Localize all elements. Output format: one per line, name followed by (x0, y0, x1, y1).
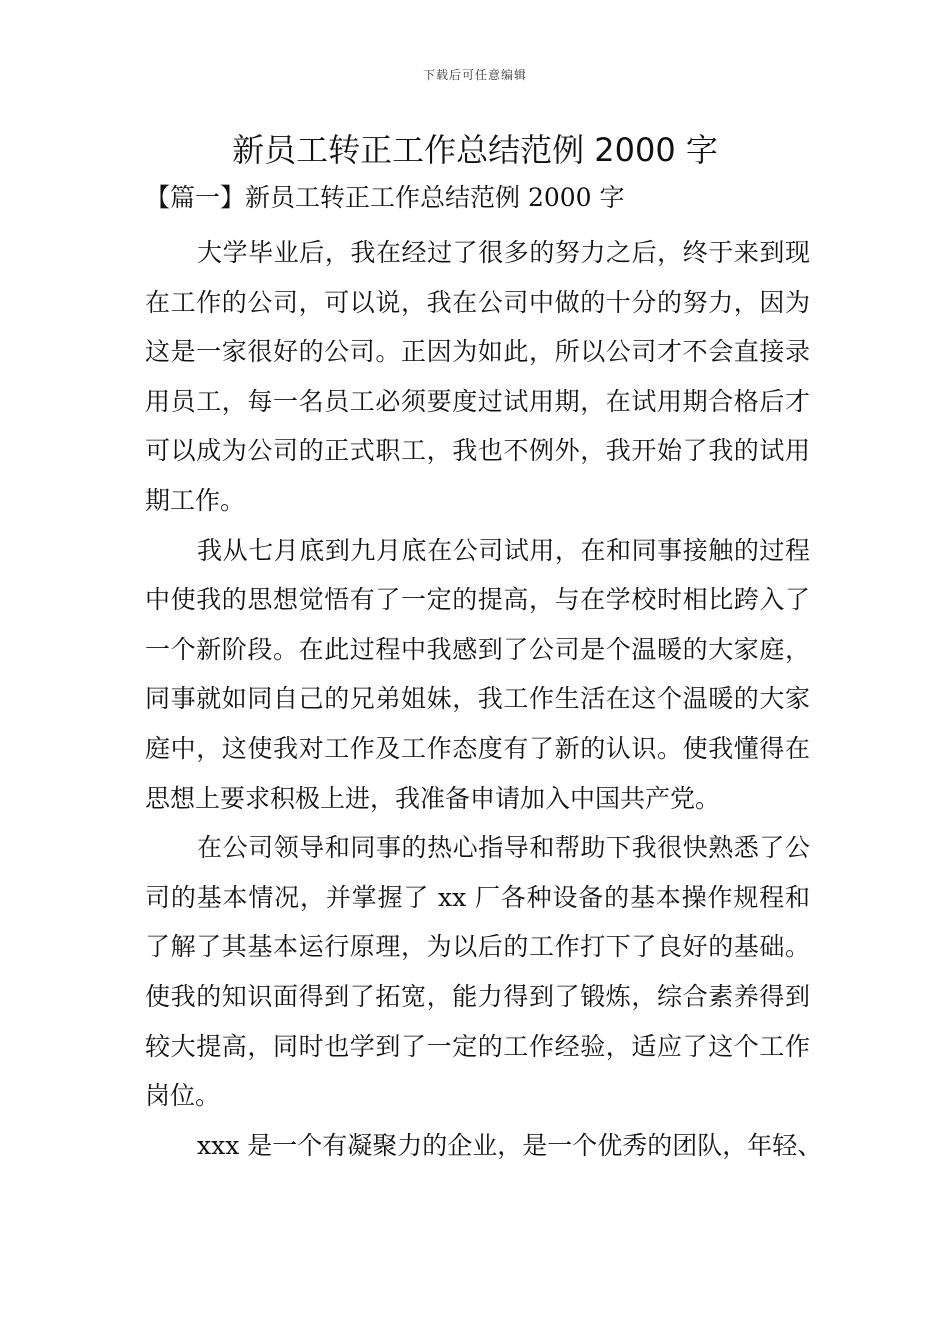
page-header-note: 下载后可任意编辑 (422, 68, 527, 82)
paragraph-4: xxx 是一个有凝聚力的企业，是一个优秀的团队，年轻、 (197, 1130, 823, 1160)
document-body (145, 228, 823, 1170)
paragraph-1: 大学毕业后，我在经过了很多的努力之后，终于来到现在工作的公司，可以说，我在公司中做的十分的努力，因为这是一家很好的公司。正因为如此，所以公司才不会直接录用员工，每一名员工必须要度过试用期，在试用期合格后才可以成为公司的正式职工，我也不例外，我开始了我的试用期工作。 (145, 238, 810, 515)
paragraph-3: 在公司领导和同事的热心指导和帮助下我很快熟悉了公司的基本情况，并掌握了 xx 厂各种设备的基本操作规程和了解了其基本运行原理，为以后的工作打下了良好的基础。使我的知识面得到了拓宽，能力得到了锻炼，综合素养得到较大提高，同时也学到了一定的工作经验，适应了这个工作岗位。 (145, 833, 810, 1111)
section-heading: 【篇一】新员工转正工作总结范例 2000 字 (145, 183, 625, 212)
document-title: 新员工转正工作总结范例 2000 字 (232, 131, 718, 169)
paragraph-2: 我从七月底到九月底在公司试用，在和同事接触的过程中使我的思想觉悟有了一定的提高，与在学校时相比跨入了一个新阶段。在此过程中我感到了公司是个温暖的大家庭，同事就如同自己的兄弟姐妹，我工作生活在这个温暖的大家庭中，这使我对工作及工作态度有了新的认识。使我懂得在思想上要求积极上进，我准备申请加入中国共产党。 (145, 535, 810, 813)
